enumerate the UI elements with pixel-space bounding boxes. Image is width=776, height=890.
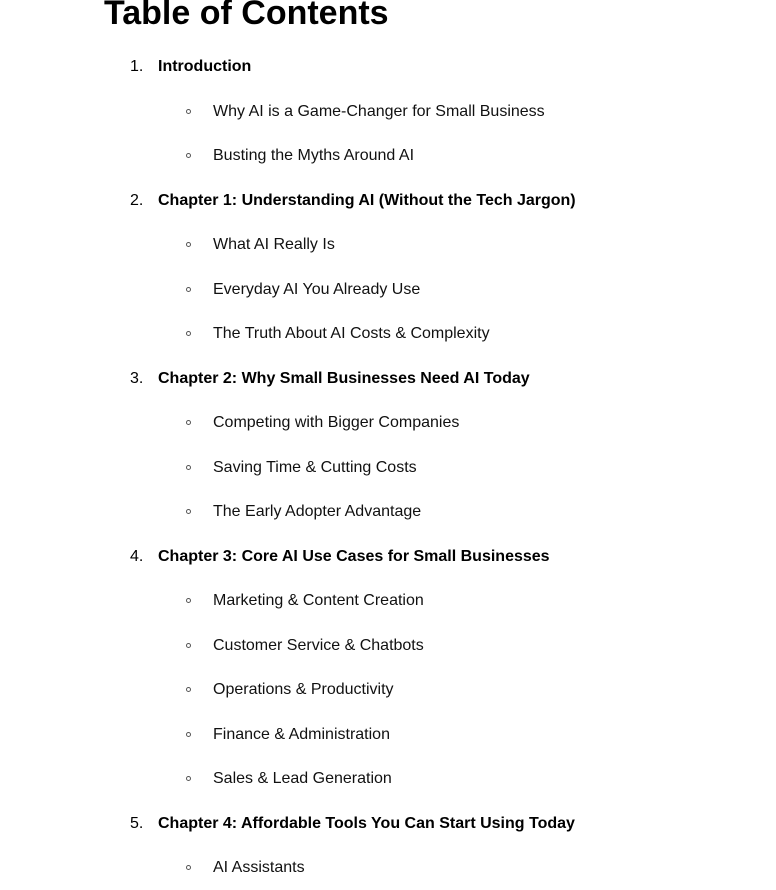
section-item <box>0 578 776 623</box>
hollow-bullet-icon <box>186 287 191 292</box>
section-item <box>0 845 776 890</box>
chapter-number: 1. <box>130 58 144 75</box>
hollow-bullet-icon <box>186 242 191 247</box>
section-title: Finance & Administration <box>213 725 390 743</box>
section-item <box>0 756 776 801</box>
chapter-number: 5. <box>130 814 144 832</box>
hollow-bullet-icon <box>186 865 191 870</box>
chapter-number: 4. <box>130 547 144 565</box>
section-item <box>0 267 776 312</box>
chapter-item <box>0 44 776 89</box>
hollow-bullet-icon <box>186 509 191 514</box>
hollow-bullet-icon <box>186 465 191 470</box>
section-title: Saving Time & Cutting Costs <box>213 458 417 476</box>
chapter-title: Chapter 3: Core AI Use Cases for Small Businesses <box>158 547 550 565</box>
table-of-contents <box>0 44 776 890</box>
section-title: The Truth About AI Costs & Complexity <box>213 325 490 342</box>
section-title: Marketing & Content Creation <box>213 592 424 609</box>
hollow-bullet-icon <box>186 732 191 737</box>
chapter-title: Chapter 4: Affordable Tools You Can Start Using Today <box>158 814 575 832</box>
chapter-item <box>0 178 776 223</box>
chapter-title: Chapter 2: Why Small Businesses Need AI Today <box>158 369 530 387</box>
hollow-bullet-icon <box>186 598 191 603</box>
section-item <box>0 222 776 267</box>
hollow-bullet-icon <box>186 420 191 425</box>
section-title: AI Assistants <box>213 859 305 876</box>
hollow-bullet-icon <box>186 153 191 158</box>
section-item <box>0 712 776 757</box>
chapter-item <box>0 534 776 579</box>
section-title: Why AI is a Game-Changer for Small Business <box>213 102 545 120</box>
section-item <box>0 623 776 668</box>
hollow-bullet-icon <box>186 776 191 781</box>
section-item <box>0 667 776 712</box>
section-title: Sales & Lead Generation <box>213 770 392 787</box>
section-item <box>0 489 776 534</box>
section-title: Customer Service & Chatbots <box>213 636 424 654</box>
section-item <box>0 89 776 134</box>
hollow-bullet-icon <box>186 687 191 692</box>
section-item <box>0 400 776 445</box>
chapter-title: Chapter 1: Understanding AI (Without the Tech Jargon) <box>158 191 576 209</box>
chapter-number: 3. <box>130 369 144 387</box>
section-title: Competing with Bigger Companies <box>213 414 460 431</box>
hollow-bullet-icon <box>186 109 191 114</box>
section-item <box>0 133 776 178</box>
section-title: What AI Really Is <box>213 236 335 253</box>
hollow-bullet-icon <box>186 331 191 336</box>
page-title: Table of Contents <box>104 0 389 32</box>
chapter-number: 2. <box>130 191 144 209</box>
chapter-title: Introduction <box>158 58 252 75</box>
section-title: Everyday AI You Already Use <box>213 280 421 298</box>
section-item <box>0 311 776 356</box>
chapter-item <box>0 356 776 401</box>
section-title: Busting the Myths Around AI <box>213 147 415 164</box>
section-item <box>0 445 776 490</box>
hollow-bullet-icon <box>186 643 191 648</box>
section-title: Operations & Productivity <box>213 681 394 698</box>
section-title: The Early Adopter Advantage <box>213 503 422 520</box>
chapter-item <box>0 801 776 846</box>
